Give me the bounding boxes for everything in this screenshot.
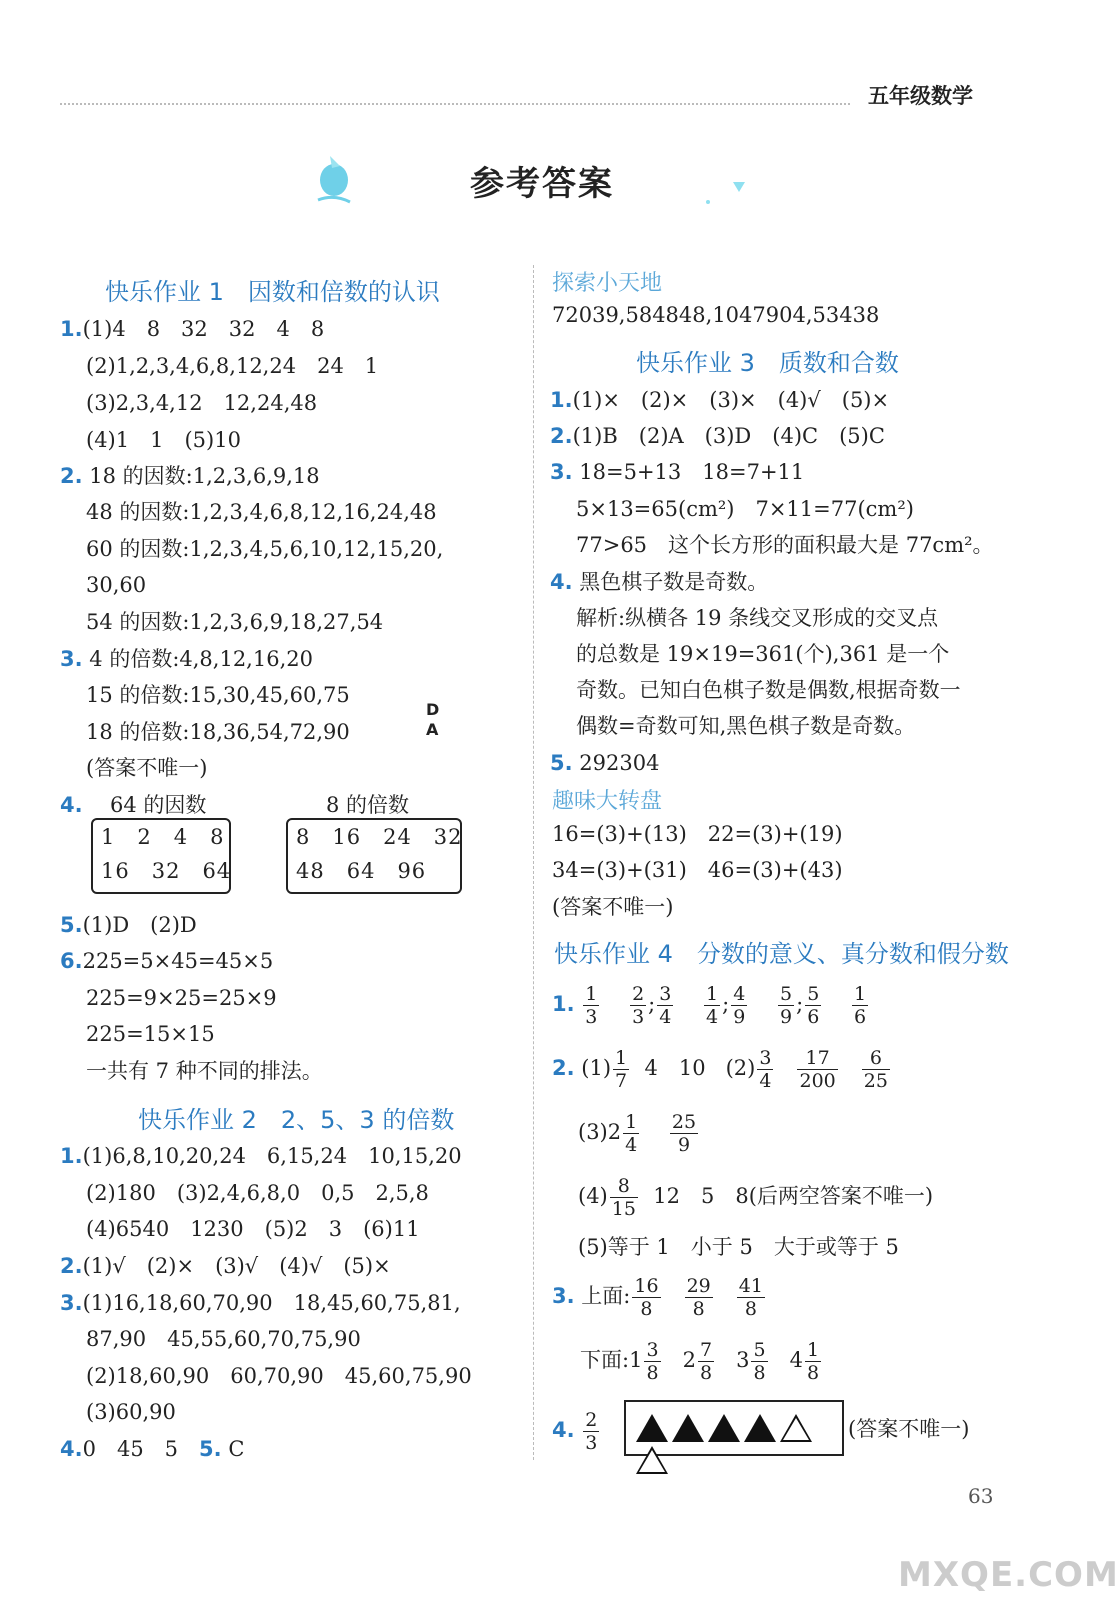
- column-divider: [533, 265, 534, 1460]
- s4-q4: [552, 1404, 601, 1456]
- s3-q4-line-5: 偶数=奇数可知,黑色棋子数是奇数。: [576, 714, 916, 738]
- da-mark-a: A: [426, 720, 439, 739]
- s3-q3-line-3: 77>65 这个长方形的面积最大是 77cm²。: [576, 533, 994, 557]
- s4-q2-line-3: (3)2 $\frac{1}{4}$ $\frac{25}{9}$: [578, 1111, 697, 1156]
- fraction: $\frac{5}{9}$: [780, 983, 793, 1028]
- q-number: 4.: [60, 1437, 83, 1461]
- q-number: 3.: [550, 460, 573, 484]
- s3-q4-line-4: 奇数。已知白色棋子数是偶数,根据奇数一: [576, 678, 961, 702]
- q-number: 2.: [550, 424, 573, 448]
- fun-line-3: (答案不唯一): [552, 895, 674, 919]
- fraction: $\frac{2}{3}$: [585, 1409, 598, 1454]
- box1-row-1: 1 2 4 8: [101, 825, 225, 849]
- s1-q6-line-3: 225=15×15: [86, 1022, 215, 1046]
- q-number: 4.: [60, 793, 83, 817]
- fraction: $\frac{1}{4}$: [706, 983, 719, 1028]
- section-3-title: 快乐作业 3 质数和合数: [636, 349, 899, 377]
- fraction: $\frac{1}{7}$: [615, 1047, 628, 1092]
- triangles-box: [624, 1400, 844, 1456]
- da-mark-d: D: [426, 700, 440, 719]
- header-subject: 五年级数学: [868, 84, 973, 108]
- q-number: 2.: [552, 1056, 575, 1080]
- box-factors-of-64: [91, 818, 231, 894]
- fun-line-1: 16=(3)+(13) 22=(3)+(19): [552, 822, 843, 846]
- s4-q3-lower: 下面:1 $\frac{3}{8}$ 2 $\frac{7}{8}$ 3 $\frac{5}{8}$ 4 $\frac{1}{8}$: [580, 1339, 820, 1384]
- s1-q1-line-1: 1.(1)4 8 32 32 4 8: [60, 317, 325, 341]
- fraction: $\frac{25}{9}$: [671, 1111, 697, 1156]
- s3-q1: 1.(1)× (2)× (3)× (4)√ (5)×: [550, 388, 890, 412]
- q-number: 4.: [552, 1418, 575, 1442]
- heart-decoration-icon: [700, 178, 750, 208]
- fraction: $\frac{16}{8}$: [634, 1275, 659, 1320]
- fraction: $\frac{1}{8}$: [806, 1339, 820, 1384]
- s1-q1-line-2: (2)1,2,3,4,6,8,12,24 24 1: [86, 354, 379, 378]
- q-number: 1.: [552, 992, 575, 1016]
- fraction: $\frac{29}{8}$: [686, 1275, 711, 1320]
- fraction: $\frac{3}{4}$: [659, 983, 672, 1028]
- s4-q3-upper: 3. 上面: $\frac{16}{8}$ $\frac{29}{8}$ $\frac{41}{8}$: [552, 1275, 763, 1320]
- filled-triangle-icon: [744, 1414, 776, 1442]
- s3-q2: 2.(1)B (2)A (3)D (4)C (5)C: [550, 424, 885, 448]
- bird-decoration-icon: [310, 150, 358, 210]
- filled-triangle-icon: [672, 1414, 704, 1442]
- s2-q2: 2.(1)√ (2)× (3)√ (4)√ (5)×: [60, 1254, 391, 1278]
- s4-q2-line-1: 2. (1) $\frac{1}{7}$ 4 10 (2) $\frac{3}{4}$ $\frac{17}{200}$ $\frac{6}{25}$: [552, 1047, 888, 1092]
- s3-q3-line-1: 3. 18=5+13 18=7+11: [550, 460, 805, 484]
- s1-q1-line-3: (3)2,3,4,12 12,24,48: [86, 391, 318, 415]
- q-number: 2.: [60, 1254, 83, 1278]
- q-number: 1.: [60, 317, 83, 341]
- fraction: $\frac{41}{8}$: [738, 1275, 763, 1320]
- s2-q3-line-1: 3.(1)16,18,60,70,90 18,45,60,75,81,: [60, 1291, 461, 1315]
- s1-q3-line-3: 18 的倍数:18,36,54,72,90: [86, 720, 350, 744]
- s1-q3-line-1: 3. 4 的倍数:4,8,12,16,20: [60, 647, 313, 671]
- page-title: 参考答案: [470, 164, 614, 204]
- s2-q3-line-3: (2)18,60,90 60,70,90 45,60,75,90: [86, 1364, 472, 1388]
- s1-q3-line-2: 15 的倍数:15,30,45,60,75: [86, 683, 350, 707]
- s1-q6-line-4: 一共有 7 种不同的排法。: [86, 1059, 323, 1083]
- watermark: MXQE.COM: [898, 1555, 1119, 1595]
- s1-q4-number: [60, 790, 83, 820]
- page-number: 63: [968, 1484, 994, 1508]
- s2-q4-q5: 4.0 45 5 5. C: [60, 1437, 245, 1461]
- s3-q4-line-3: 的总数是 19×19=361(个),361 是一个: [576, 642, 950, 666]
- s4-q4-note: (答案不唯一): [848, 1417, 970, 1441]
- box1-label: 64 的因数: [110, 793, 207, 817]
- fraction: $\frac{1}{4}$: [625, 1111, 638, 1156]
- q-number: 1.: [60, 1144, 83, 1168]
- s2-q1-line-2: (2)180 (3)2,4,6,8,0 0,5 2,5,8: [86, 1181, 429, 1205]
- box1-row-2: 16 32 64: [101, 859, 232, 883]
- s1-q3-line-4: (答案不唯一): [86, 756, 208, 780]
- s3-q4-line-2: 解析:纵横各 19 条线交叉形成的交叉点: [576, 606, 939, 630]
- q-number: 3.: [60, 647, 83, 671]
- fraction: $\frac{6}{25}$: [863, 1047, 888, 1092]
- box2-row-1: 8 16 24 32: [296, 825, 463, 849]
- s3-q3-line-2: 5×13=65(cm²) 7×11=77(cm²): [576, 497, 914, 521]
- fun-title: 趣味大转盘: [552, 789, 663, 814]
- filled-triangle-icon: [636, 1414, 668, 1442]
- s1-q2-line-3: 60 的因数:1,2,3,4,5,6,10,12,15,20,: [86, 537, 444, 561]
- s1-q2-line-1: 2. 18 的因数:1,2,3,6,9,18: [60, 464, 320, 488]
- q-number: 2.: [60, 464, 83, 488]
- s1-q2-line-5: 54 的因数:1,2,3,6,9,18,27,54: [86, 610, 384, 634]
- box-multiples-of-8: [286, 818, 462, 894]
- s3-q4-line-1: 4. 黑色棋子数是奇数。: [550, 570, 769, 594]
- q-number: 5.: [199, 1437, 222, 1461]
- section-2-title: 快乐作业 2 2、5、3 的倍数: [138, 1106, 455, 1134]
- s1-q2-line-2: 48 的因数:1,2,3,4,6,8,12,16,24,48: [86, 500, 437, 524]
- s1-q5: 5.(1)D (2)D: [60, 913, 197, 937]
- s1-q1-line-4: (4)1 1 (5)10: [86, 428, 241, 452]
- fraction: $\frac{5}{6}$: [807, 983, 820, 1028]
- explore-title: 探索小天地: [552, 271, 663, 296]
- fraction: $\frac{4}{9}$: [733, 983, 746, 1028]
- q-number: 3.: [60, 1291, 83, 1315]
- box2-label: 8 的倍数: [326, 793, 410, 817]
- s1-q6-line-1: 6.225=5×45=45×5: [60, 949, 274, 973]
- section-1-title: 快乐作业 1 因数和倍数的认识: [105, 278, 440, 306]
- header-dotted-rule: [60, 103, 850, 105]
- s1-q2-line-4: 30,60: [86, 573, 147, 597]
- fraction: $\frac{2}{3}$: [632, 983, 645, 1028]
- s4-q1: 1. $\frac{1}{3}$ $\frac{2}{3}$ ; $\frac{3}{4}$ $\frac{1}{4}$ ; $\frac{4}{9}$ $\frac{5}{9}$ ; $\frac{5}{6}$ $\frac{1}{6}$: [552, 983, 867, 1028]
- filled-triangle-icon: [708, 1414, 740, 1442]
- fraction: $\frac{5}{8}$: [753, 1339, 766, 1384]
- fraction: $\frac{3}{8}$: [646, 1339, 659, 1384]
- section-4-title: 快乐作业 4 分数的意义、真分数和假分数: [554, 940, 1009, 968]
- fraction: $\frac{17}{200}$: [799, 1047, 836, 1092]
- q-number: 1.: [550, 388, 573, 412]
- fraction: $\frac{1}{3}$: [585, 983, 598, 1028]
- open-triangle-icon: [636, 1446, 668, 1474]
- s2-q1-line-3: (4)6540 1230 (5)2 3 (6)11: [86, 1217, 420, 1241]
- explore-answer: 72039,584848,1047904,53438: [552, 303, 880, 327]
- fraction: $\frac{1}{6}$: [853, 983, 867, 1028]
- s2-q1-line-1: 1.(1)6,8,10,20,24 6,15,24 10,15,20: [60, 1144, 462, 1168]
- q-number: 6.: [60, 949, 83, 973]
- fraction: $\frac{7}{8}$: [699, 1339, 713, 1384]
- open-triangle-icon: [780, 1414, 812, 1442]
- q-number: 5.: [60, 913, 83, 937]
- s1-q6-line-2: 225=9×25=25×9: [86, 986, 277, 1010]
- s4-q2-line-4: (4) $\frac{8}{15}$ 12 5 8(后两空答案不唯一): [578, 1175, 934, 1220]
- q-number: 4.: [550, 570, 573, 594]
- fun-line-2: 34=(3)+(31) 46=(3)+(43): [552, 858, 843, 882]
- fraction: $\frac{8}{15}$: [611, 1175, 636, 1220]
- s2-q3-line-2: 87,90 45,55,60,70,75,90: [86, 1327, 361, 1351]
- q-number: 3.: [552, 1284, 575, 1308]
- s4-q2-line-5: (5)等于 1 小于 5 大于或等于 5: [578, 1235, 899, 1259]
- s2-q3-line-4: (3)60,90: [86, 1400, 176, 1424]
- q-number: 5.: [550, 751, 573, 775]
- box2-row-2: 48 64 96: [296, 859, 427, 883]
- fraction: $\frac{3}{4}$: [759, 1047, 772, 1092]
- s3-q5: 5. 292304: [550, 751, 660, 775]
